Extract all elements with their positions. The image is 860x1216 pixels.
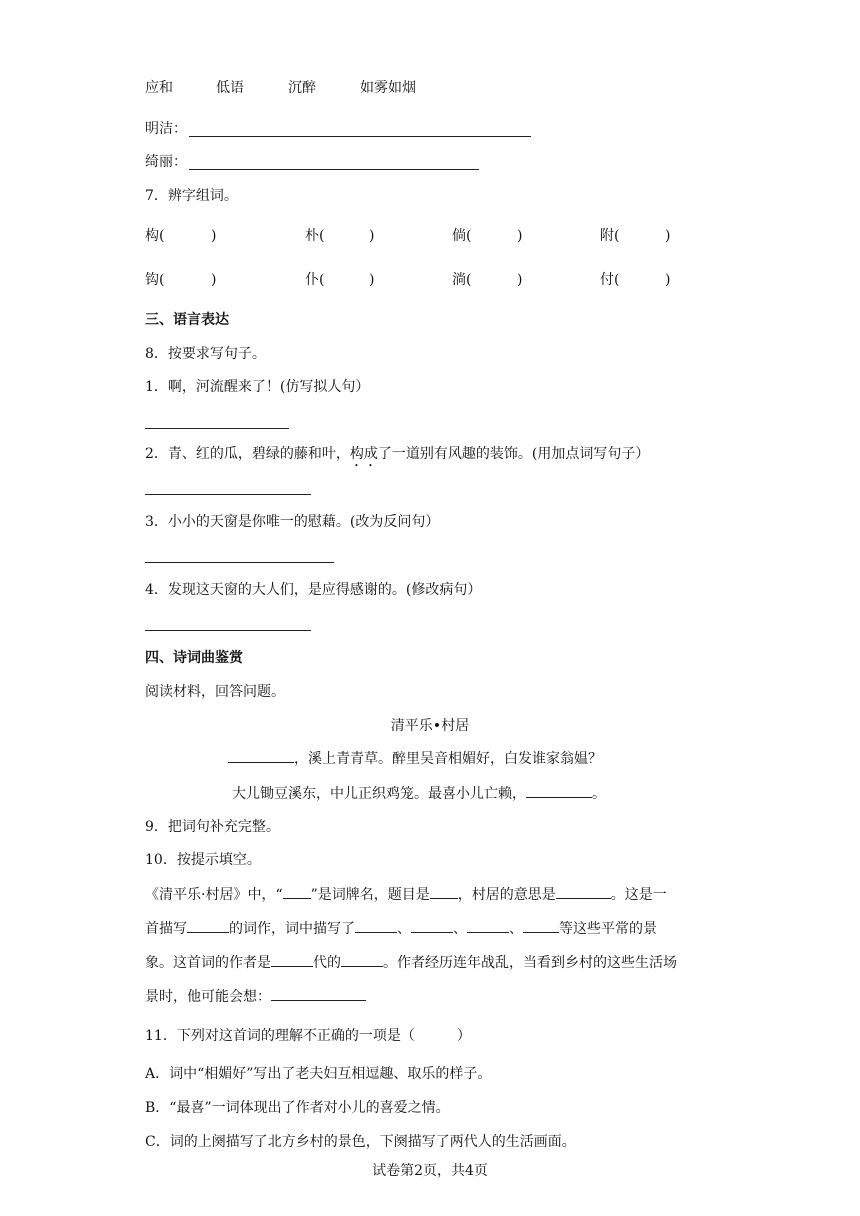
poem-line-1: ，溪上青青草。醉里吴音相媚好，白发谁家翁媪？	[228, 748, 602, 769]
blank-scene-1[interactable]	[355, 918, 397, 933]
blank-scene-2[interactable]	[411, 918, 453, 933]
q7-char-6: 仆(	[305, 272, 325, 288]
page-footer: 试卷第2页，共4页	[372, 1163, 488, 1179]
answer-line-s2[interactable]	[145, 494, 311, 495]
q7-paren-2: )	[369, 228, 375, 244]
answer-line-mingjie[interactable]	[189, 136, 531, 137]
section-4-heading: 四、诗词曲鉴赏	[145, 650, 243, 666]
q7-paren-7: )	[517, 272, 523, 288]
q10-line-3: 象。这首词的作者是 代的 。作者经历连年战乱，当看到乡村的这些生活场	[145, 952, 677, 973]
q7-char-5: 钩(	[145, 272, 165, 288]
blank-scene-4[interactable]	[523, 918, 559, 933]
word-2: 低语	[216, 80, 244, 96]
blank-scene-3[interactable]	[467, 918, 509, 933]
q10-line-2: 首描写 的词作，词中描写了 、 、 、 等这些平常的景	[145, 918, 657, 939]
blank-meaning[interactable]	[556, 884, 611, 899]
sentence-2-prompt: 2．青、红的瓜，碧绿的藤和叶，构成了一道别有风趣的装饰。(用加点词写句子）	[145, 446, 650, 462]
section-3-heading: 三、语言表达	[145, 312, 229, 328]
answer-line-s4[interactable]	[145, 630, 311, 631]
q7-char-3: 倘(	[452, 228, 472, 244]
sentence-4-prompt: 4．发现这天窗的大人们，是应得感谢的。(修改病句）	[145, 582, 482, 598]
option-b[interactable]: B．“最喜”一词体现出了作者对小儿的喜爱之情。	[145, 1100, 450, 1116]
q7-paren-6: )	[369, 272, 375, 288]
question-11: 11．下列对这首词的理解不正确的一项是（ ）	[145, 1028, 471, 1044]
word-4: 如雾如烟	[360, 80, 416, 96]
synonym-label-mingjie: 明洁：	[145, 121, 187, 137]
poem-title: 清平乐•村居	[390, 718, 470, 734]
q7-char-7: 淌(	[452, 272, 472, 288]
poem-blank-2[interactable]	[526, 783, 592, 798]
reading-intro: 阅读材料，回答问题。	[145, 684, 285, 700]
q7-char-2: 朴(	[305, 228, 325, 244]
blank-title[interactable]	[430, 884, 458, 899]
poem-line-2: 大儿锄豆溪东，中儿正织鸡笼。最喜小儿亡赖， 。	[232, 783, 606, 804]
q7-char-8: 付(	[600, 272, 620, 288]
q7-paren-4: )	[665, 228, 671, 244]
answer-line-qili[interactable]	[189, 169, 479, 170]
answer-line-s3[interactable]	[145, 562, 334, 563]
synonym-label-qili: 绮丽：	[145, 154, 187, 170]
question-9: 9．把词句补充完整。	[145, 819, 280, 835]
q7-paren-8: )	[665, 272, 671, 288]
q7-paren-5: )	[211, 272, 217, 288]
sentence-3-prompt: 3．小小的天窗是你唯一的慰藉。(改为反问句）	[145, 514, 440, 530]
question-7-title: 7．辨字组词。	[145, 188, 238, 204]
q10-line-4: 景时，他可能会想：	[145, 986, 366, 1007]
q10-line-1: 《清平乐·村居》中，“ ”是词牌名，题目是 ，村居的意思是 。这是一	[145, 884, 667, 905]
sentence-1-prompt: 1．啊，河流醒来了！(仿写拟人句）	[145, 379, 370, 395]
word-1: 应和	[145, 80, 173, 96]
option-a[interactable]: A．词中“相媚好”写出了老夫妇互相逗趣、取乐的样子。	[145, 1066, 492, 1082]
q7-paren-1: )	[211, 228, 217, 244]
blank-thought[interactable]	[271, 986, 366, 1001]
dotted-word: 构成	[349, 446, 378, 462]
word-3: 沉醉	[288, 80, 316, 96]
poem-blank-1[interactable]	[228, 748, 294, 763]
question-8: 8．按要求写句子。	[145, 346, 266, 362]
blank-theme[interactable]	[187, 918, 229, 933]
question-10: 10．按提示填空。	[145, 852, 261, 868]
q7-char-4: 附(	[600, 228, 620, 244]
blank-author[interactable]	[341, 952, 383, 967]
blank-dynasty[interactable]	[271, 952, 313, 967]
answer-line-s1[interactable]	[145, 428, 289, 429]
q7-char-1: 构(	[145, 228, 165, 244]
blank-cipai[interactable]	[283, 884, 311, 899]
q7-paren-3: )	[517, 228, 523, 244]
option-c[interactable]: C．词的上阕描写了北方乡村的景色，下阕描写了两代人的生活画面。	[145, 1134, 576, 1150]
